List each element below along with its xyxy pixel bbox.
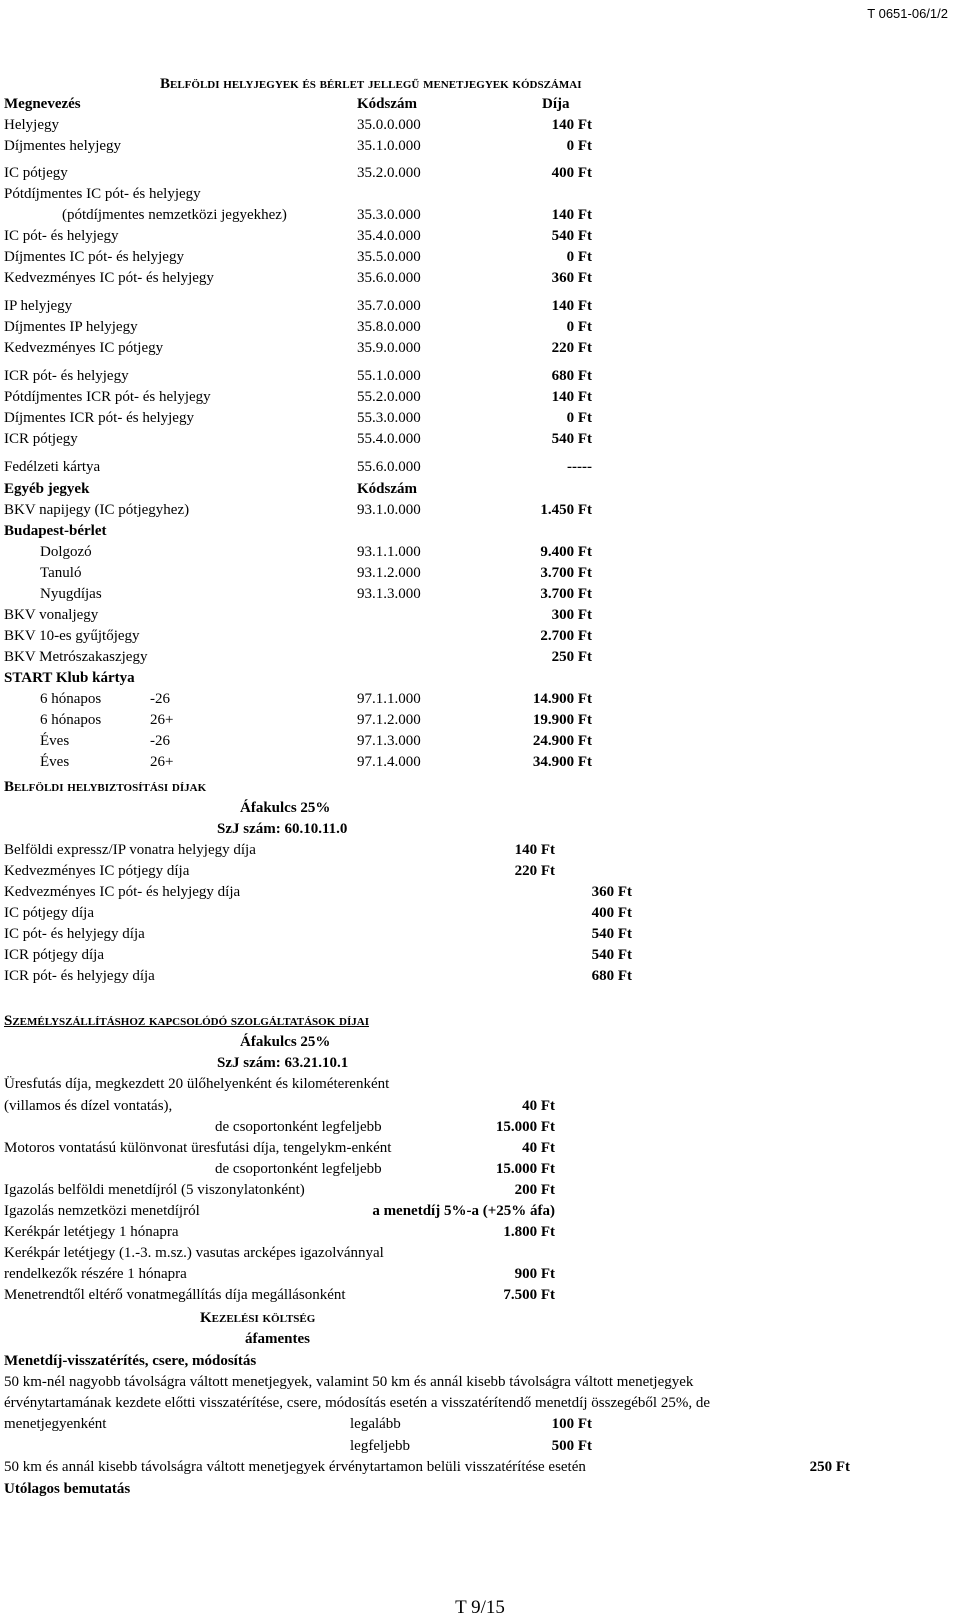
handling-last: Utólagos bemutatás (4, 1481, 131, 1497)
seat-row-code: 35.5.0.000 (357, 249, 421, 265)
handling-min-label: legalább (350, 1416, 401, 1432)
handling-paragraph: 50 km-nél nagyobb távolságra váltott menetjegyek, valamint 50 km és annál kisebb távolságra váltott menetjegyek (4, 1374, 694, 1390)
other-row-name: Nyugdíjas (40, 586, 102, 602)
insurance-vat: Áfakulcs 25% (240, 800, 331, 816)
seat-row-price: 540 Ft (551, 228, 592, 244)
other-row-name: 6 hónapos (40, 691, 102, 707)
other-row-age: -26 (150, 691, 170, 707)
col-name-header: Megnevezés (4, 96, 81, 112)
insurance-row-name: ICR pótjegy díja (4, 947, 104, 963)
service-line: Kerékpár letétjegy (1.-3. m.sz.) vasutas arcképes igazolvánnyal (4, 1245, 384, 1261)
seat-row-name: Pótdíjmentes ICR pót- és helyjegy (4, 389, 211, 405)
insurance-row-price: 400 Ft (591, 905, 632, 921)
seat-row-name: Díjmentes ICR pót- és helyjegy (4, 410, 194, 426)
seat-row-price: 400 Ft (551, 165, 592, 181)
seat-row-name: Fedélzeti kártya (4, 459, 101, 475)
other-row-code: 93.1.2.000 (357, 565, 421, 581)
other-row-price: 3.700 Ft (540, 586, 592, 602)
other-row-code: 97.1.1.000 (357, 691, 421, 707)
other-row-price: 1.450 Ft (540, 502, 592, 518)
seat-row-code: 35.0.0.000 (357, 117, 421, 133)
handling-max-price: 500 Ft (551, 1438, 592, 1454)
other-code-heading: Kódszám (357, 481, 417, 497)
other-row-code: 97.1.4.000 (357, 754, 421, 770)
other-row-name: 6 hónapos (40, 712, 102, 728)
seat-row-name: IC pót- és helyjegy (4, 228, 119, 244)
seat-row-code: 35.9.0.000 (357, 340, 421, 356)
col-code-header: Kódszám (357, 96, 417, 112)
insurance-row-name: Kedvezményes IC pót- és helyjegy díja (4, 884, 241, 900)
seat-row-name: ICR pótjegy (4, 431, 78, 447)
other-row-price: 34.900 Ft (532, 754, 592, 770)
other-row-price: 250 Ft (551, 649, 592, 665)
seat-row-name: Díjmentes helyjegy (4, 138, 122, 154)
service-line: de csoportonként legfeljebb (215, 1161, 382, 1177)
seat-row-code: 35.2.0.000 (357, 165, 421, 181)
service-price: 200 Ft (514, 1182, 555, 1198)
seat-row-name: Kedvezményes IC pótjegy (4, 340, 164, 356)
insurance-row-price: 540 Ft (591, 947, 632, 963)
seat-row-name: Díjmentes IP helyjegy (4, 319, 138, 335)
seat-row-name: Kedvezményes IC pót- és helyjegy (4, 270, 214, 286)
document-code: T 0651-06/1/2 (867, 6, 948, 21)
seat-row-code: 55.2.0.000 (357, 389, 421, 405)
seat-row-name: (pótdíjmentes nemzetközi jegyekhez) (62, 207, 287, 223)
insurance-szj: SzJ szám: 60.10.11.0 (217, 821, 348, 837)
service-line: Igazolás nemzetközi menetdíjról (4, 1203, 200, 1219)
other-row-name: BKV 10-es gyűjtőjegy (4, 628, 140, 644)
page-footer: T 9/15 (455, 1597, 505, 1618)
seat-row-name: Díjmentes IC pót- és helyjegy (4, 249, 184, 265)
seat-row-price: 140 Ft (551, 117, 592, 133)
seat-row-name: ICR pót- és helyjegy (4, 368, 129, 384)
service-price: 40 Ft (522, 1140, 555, 1156)
other-row-code: 93.1.3.000 (357, 586, 421, 602)
insurance-row-name: ICR pót- és helyjegy díja (4, 968, 155, 984)
insurance-row-name: IC pót- és helyjegy díja (4, 926, 145, 942)
other-row-age: -26 (150, 733, 170, 749)
handling-max-label: legfeljebb (350, 1438, 410, 1454)
seat-row-code: 35.8.0.000 (357, 319, 421, 335)
seat-row-price: 0 Ft (566, 138, 592, 154)
other-row-age: 26+ (150, 754, 174, 770)
seat-row-price: 220 Ft (551, 340, 592, 356)
other-row-name: Dolgozó (40, 544, 92, 560)
service-price: 7.500 Ft (503, 1287, 555, 1303)
other-row-price: 14.900 Ft (532, 691, 592, 707)
seat-row-code: 55.4.0.000 (357, 431, 421, 447)
services-title: Személyszállításhoz kapcsolódó szolgáltatások díjai (4, 1013, 369, 1029)
seat-row-price: 360 Ft (551, 270, 592, 286)
seat-row-price: 140 Ft (551, 207, 592, 223)
seat-row-code: 35.4.0.000 (357, 228, 421, 244)
other-row-name: Budapest-bérlet (4, 523, 107, 539)
seat-row-code: 35.3.0.000 (357, 207, 421, 223)
insurance-row-price: 140 Ft (514, 842, 555, 858)
service-line: Üresfutás díja, megkezdett 20 ülőhelyenként és kilométerenként (4, 1076, 390, 1092)
handling-p4-price: 250 Ft (809, 1459, 850, 1475)
main-title: Belföldi helyjegyek és bérlet jellegű menetjegyek kódszámai (160, 76, 582, 92)
other-tickets-heading: Egyéb jegyek (4, 481, 90, 497)
other-row-code: 93.1.0.000 (357, 502, 421, 518)
other-row-price: 9.400 Ft (540, 544, 592, 560)
insurance-row-name: Belföldi expressz/IP vonatra helyjegy díja (4, 842, 256, 858)
seat-row-code: 55.6.0.000 (357, 459, 421, 475)
col-price-header: Díja (542, 96, 570, 112)
seat-row-name: IP helyjegy (4, 298, 73, 314)
seat-row-price: 0 Ft (566, 319, 592, 335)
other-row-price: 300 Ft (551, 607, 592, 623)
other-row-code: 97.1.2.000 (357, 712, 421, 728)
service-price: 40 Ft (522, 1098, 555, 1114)
other-row-name: Éves (40, 733, 70, 749)
other-row-price: 19.900 Ft (532, 712, 592, 728)
service-price: 1.800 Ft (503, 1224, 555, 1240)
other-row-name: BKV vonaljegy (4, 607, 99, 623)
service-line: rendelkezők részére 1 hónapra (4, 1266, 187, 1282)
handling-paragraph: érvénytartamának kezdete előtti visszatérítése, csere, módosítás esetén a visszatérítendő menetdíj összegéből 25%, de (4, 1395, 710, 1411)
seat-row-price: 680 Ft (551, 368, 592, 384)
seat-row-code: 55.1.0.000 (357, 368, 421, 384)
other-row-price: 2.700 Ft (540, 628, 592, 644)
seat-row-code: 35.6.0.000 (357, 270, 421, 286)
service-line: (villamos és dízel vontatás), (4, 1098, 173, 1114)
seat-row-name: Pótdíjmentes IC pót- és helyjegy (4, 186, 201, 202)
insurance-row-price: 220 Ft (514, 863, 555, 879)
insurance-row-name: IC pótjegy díja (4, 905, 94, 921)
handling-min-price: 100 Ft (551, 1416, 592, 1432)
other-row-name: BKV napijegy (IC pótjegyhez) (4, 502, 190, 518)
seat-row-price: ----- (567, 459, 592, 475)
service-line: Motoros vontatású különvonat üresfutási díja, tengelykm-enként (4, 1140, 392, 1156)
handling-title: Kezelési költség (200, 1310, 316, 1326)
service-line: Menetrendtől eltérő vonatmegállítás díja megállásonként (4, 1287, 346, 1303)
other-row-name: Tanuló (40, 565, 82, 581)
other-row-name: Éves (40, 754, 70, 770)
service-line: Igazolás belföldi menetdíjról (5 viszonylatonként) (4, 1182, 305, 1198)
services-szj: SzJ szám: 63.21.10.1 (217, 1055, 349, 1071)
service-line: Kerékpár letétjegy 1 hónapra (4, 1224, 179, 1240)
other-row-name: START Klub kártya (4, 670, 135, 686)
handling-vat: áfamentes (245, 1331, 310, 1347)
other-row-price: 24.900 Ft (532, 733, 592, 749)
seat-row-price: 0 Ft (566, 249, 592, 265)
seat-row-code: 35.7.0.000 (357, 298, 421, 314)
seat-row-code: 55.3.0.000 (357, 410, 421, 426)
seat-row-price: 0 Ft (566, 410, 592, 426)
other-row-age: 26+ (150, 712, 174, 728)
seat-row-code: 35.1.0.000 (357, 138, 421, 154)
seat-row-price: 140 Ft (551, 389, 592, 405)
handling-paragraph: menetjegyenként (4, 1416, 107, 1432)
insurance-row-price: 680 Ft (591, 968, 632, 984)
other-row-code: 93.1.1.000 (357, 544, 421, 560)
service-price: a menetdíj 5%-a (+25% áfa) (372, 1203, 555, 1219)
insurance-row-price: 360 Ft (591, 884, 632, 900)
insurance-title: Belföldi helybiztosítási díjak (4, 779, 207, 795)
seat-row-price: 140 Ft (551, 298, 592, 314)
insurance-row-price: 540 Ft (591, 926, 632, 942)
service-price: 15.000 Ft (495, 1119, 555, 1135)
seat-row-price: 540 Ft (551, 431, 592, 447)
service-line: de csoportonként legfeljebb (215, 1119, 382, 1135)
handling-paragraph: 50 km és annál kisebb távolságra váltott menetjegyek érvénytartamon belüli visszatérítése esetén (4, 1459, 586, 1475)
other-row-price: 3.700 Ft (540, 565, 592, 581)
seat-row-name: IC pótjegy (4, 165, 68, 181)
other-row-code: 97.1.3.000 (357, 733, 421, 749)
handling-subheading: Menetdíj-visszatérítés, csere, módosítás (4, 1353, 257, 1369)
service-price: 900 Ft (514, 1266, 555, 1282)
services-vat: Áfakulcs 25% (240, 1034, 331, 1050)
service-price: 15.000 Ft (495, 1161, 555, 1177)
seat-row-name: Helyjegy (4, 117, 59, 133)
insurance-row-name: Kedvezményes IC pótjegy díja (4, 863, 190, 879)
other-row-name: BKV Metrószakaszjegy (4, 649, 148, 665)
